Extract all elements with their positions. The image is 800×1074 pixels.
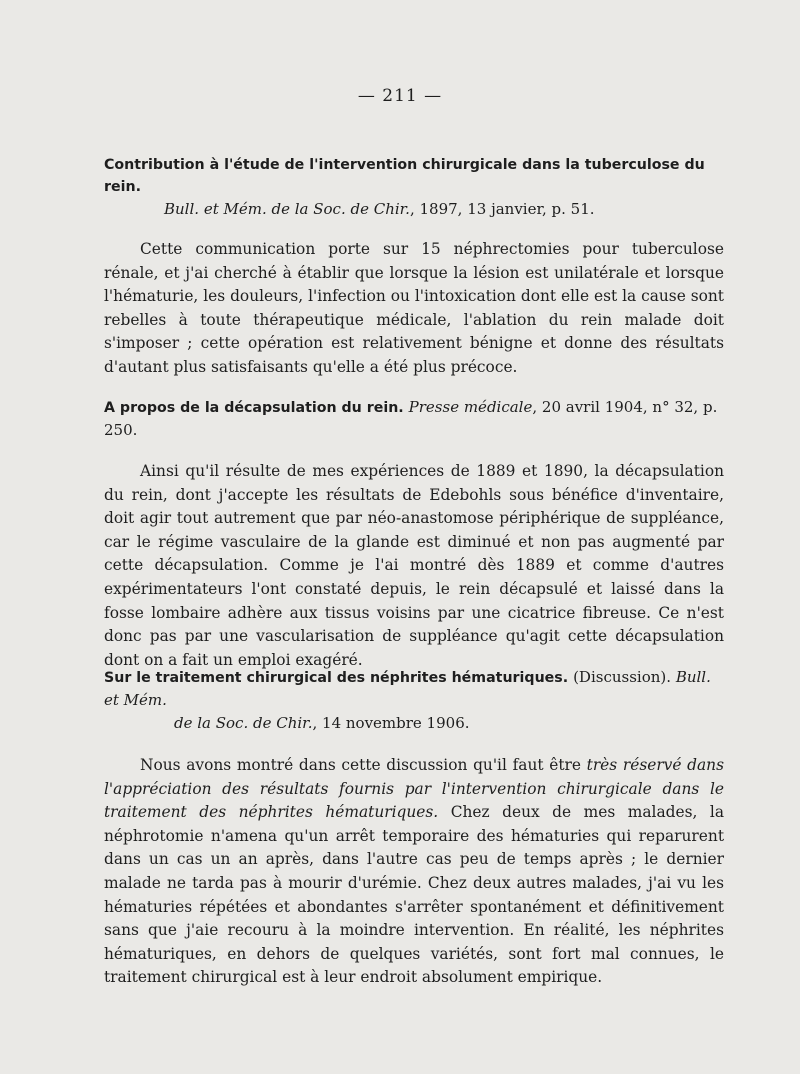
reference-date: , 14 novembre 1906. bbox=[312, 714, 470, 732]
reference-date: , 1897, 13 janvier, p. 51. bbox=[409, 200, 595, 218]
entry-tuberculose bbox=[104, 154, 724, 380]
reference-date: , 20 avril 1904, n° 32, p. 250. bbox=[104, 398, 718, 439]
entry-title-line bbox=[104, 396, 724, 442]
page-number: — 211 — bbox=[357, 86, 443, 106]
entry-reference bbox=[104, 198, 724, 220]
entry-body bbox=[104, 754, 724, 990]
body-start: Nous avons montré dans cette discussion qu'il faut être bbox=[140, 756, 587, 774]
body-italic: très réservé dans l'appréciation des résultats fournis par l'intervention chirurgicale dans le traitement des néphrites hématuriques. bbox=[104, 756, 724, 822]
body-end: Chez deux de mes malades, la néphrotomie n'amena qu'un arrêt temporaire des hématuries qui reparurent dans un cas un an après, dans l'autre cas peu de temps après ; le dernier malade ne tarda pas à mourir d'urémie. Chez deux autres malades, j'ai vu les hématuries répétées et abondantes s'arrêter spontanément et définitivement sans que j'aie recouru à la moindre intervention. En réalité, les néphrites hématuriques, en dehors de quelques variétés, sont fort mal connues, le traitement chirurgical est à leur endroit absolument empirique. bbox=[104, 803, 724, 987]
entry-body: Cette communication porte sur 15 néphrectomies pour tuberculose rénale, et j'ai cherché à établir que lorsque la lésion est unilatérale et lorsque l'hématurie, les douleurs, l'infection ou l'intoxication dont elle est la cause sont rebelles à toute thérapeutique médicale, l'ablation du rein malade doit s'imposer ; cette opération est relativement bénigne et donne des résultats d'autant plus satisfaisants qu'elle a été plus précoce. bbox=[104, 240, 724, 376]
reference-journal: Presse médicale bbox=[408, 398, 533, 416]
reference-journal-a: Bull. et Mém. bbox=[104, 668, 711, 709]
entry-body: Ainsi qu'il résulte de mes expériences de 1889 et 1890, la décapsulation du rein, dont j'accepte les résultats de Edebohls sous bénéfice d'inventaire, doit agir tout autrement que par néo-anastomose périphérique de suppléance, car le régime vasculaire de la glande est diminué et non pas augmenté par cette décapsulation. Comme je l'ai montré dès 1889 et comme d'autres expérimentateurs l'ont constaté depuis, le rein décapsulé et laissé dans la fosse lombaire adhère aux tissus voisins par une cicatrice fibreuse. Ce n'est donc pas par une vascularisation de suppléance qu'agit cette décapsulation dont on a fait un emploi exagéré. bbox=[104, 462, 724, 669]
entry-reference bbox=[104, 712, 724, 734]
reference-journal: Bull. et Mém. de la Soc. de Chir. bbox=[164, 200, 410, 218]
title-extra: (Discussion). bbox=[573, 668, 672, 686]
entry-title: Contribution à l'étude de l'intervention chirurgicale dans la tuberculose du rein. bbox=[104, 157, 705, 195]
reference-journal-b: de la Soc. de Chir. bbox=[174, 714, 313, 732]
entry-title-line bbox=[104, 666, 724, 712]
entry-title: Sur le traitement chirurgical des néphrites hématuriques. bbox=[104, 670, 569, 686]
entry-title: A propos de la décapsulation du rein. bbox=[104, 400, 404, 416]
entry-decapsulation bbox=[104, 396, 724, 672]
entry-nephrites bbox=[104, 666, 724, 990]
